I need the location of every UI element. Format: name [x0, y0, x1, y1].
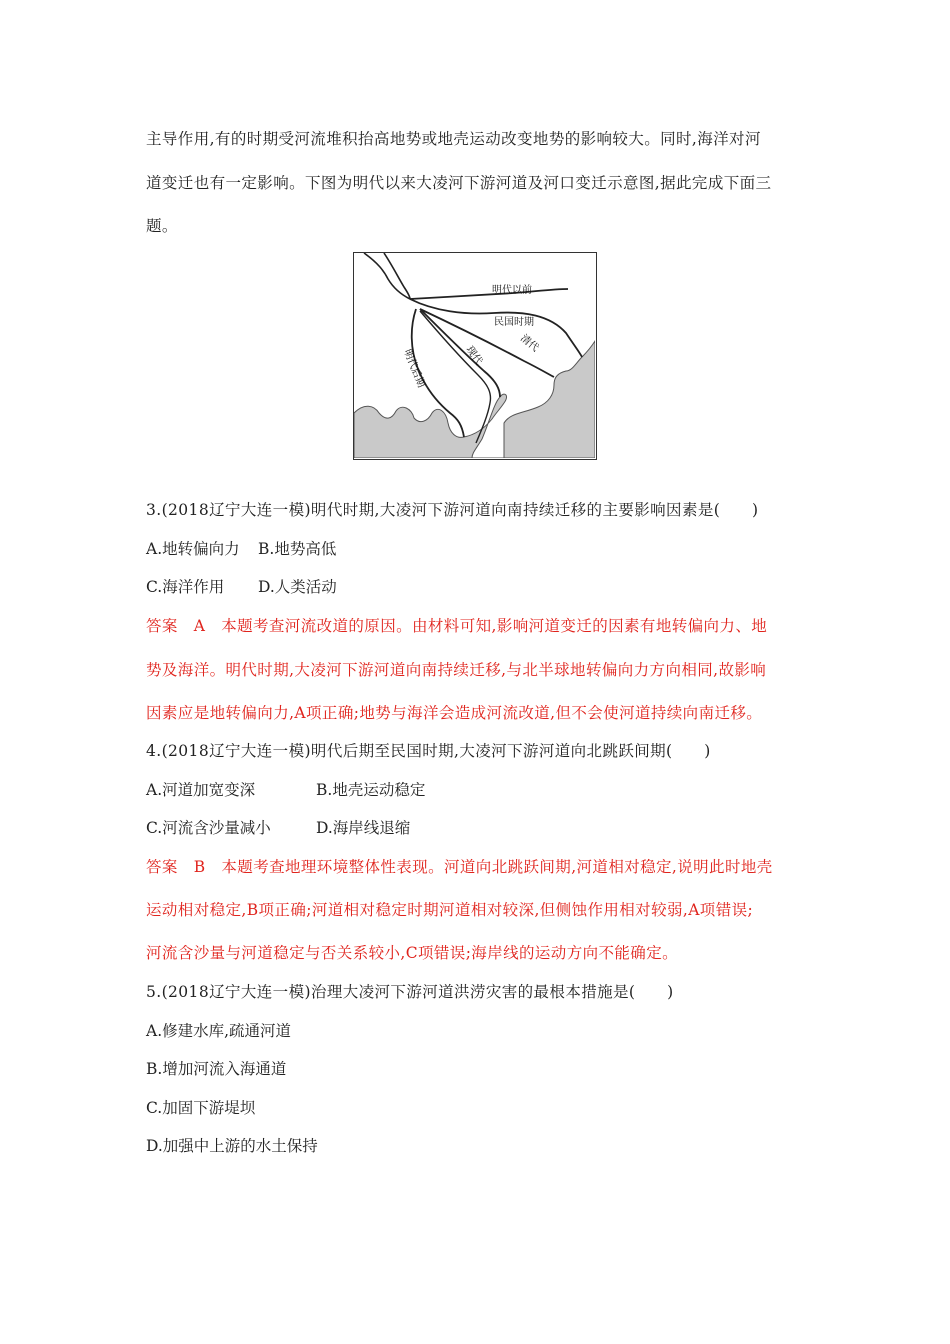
q3-stem: 3.(2018辽宁大连一模)明代时期,大凌河下游河道向南持续迁移的主要影响因素是( )	[146, 501, 759, 519]
q4-option-b: B.地壳运动稳定	[316, 781, 426, 799]
q5-stem: 5.(2018辽宁大连一模)治理大凌河下游河道洪涝灾害的最根本措施是( )	[146, 983, 674, 1001]
q4-answer-line-1: 答案 B 本题考查地理环境整体性表现。河道向北跳跃间期,河道相对稳定,说明此时地壳	[146, 858, 773, 876]
q5-option-d: D.加强中上游的水土保持	[146, 1137, 318, 1155]
q3-answer-line-1: 答案 A 本题考查河流改道的原因。由材料可知,影响河道变迁的因素有地转偏向力、地	[146, 617, 768, 635]
q4-answer-line-3: 河流含沙量与河道稳定与否关系较小,C项错误;海岸线的运动方向不能确定。	[146, 944, 679, 962]
label-ming-before: 明代以前	[492, 285, 532, 296]
q3-answer-line-2: 势及海洋。明代时期,大凌河下游河道向南持续迁移,与北半球地转偏向力方向相同,故影响	[146, 661, 767, 679]
upper-river	[364, 253, 410, 299]
q3-option-c: C.海洋作用	[146, 578, 225, 596]
q5-option-c: C.加固下游堤坝	[146, 1099, 256, 1117]
channel-minguo	[410, 299, 582, 357]
channel-ming-before	[410, 289, 568, 299]
intro-line-1: 主导作用,有的时期受河流堆积抬高地势或地壳运动改变地势的影响较大。同时,海洋对河	[146, 130, 761, 148]
q3-option-a: A.地转偏向力	[146, 540, 240, 558]
river-map-figure	[353, 252, 597, 460]
label-modern: 现代	[463, 344, 485, 368]
label-ming-late: 明代后期	[401, 348, 427, 390]
q5-option-b: B.增加河流入海通道	[146, 1060, 287, 1078]
q3-option-b: B.地势高低	[258, 540, 337, 558]
q3-option-d: D.人类活动	[258, 578, 337, 596]
intro-line-2: 道变迁也有一定影响。下图为明代以来大凌河下游河道及河口变迁示意图,据此完成下面三	[146, 174, 772, 192]
q4-answer-line-2: 运动相对稳定,B项正确;河道相对稳定时期河道相对较深,但侧蚀作用相对较弱,A项错误;	[146, 901, 754, 919]
river-map-svg	[354, 253, 595, 458]
label-qing: 清代	[518, 332, 541, 355]
q4-option-a: A.河道加宽变深	[146, 781, 256, 799]
upper-river-branch	[384, 253, 410, 299]
q5-option-a: A.修建水库,疏通河道	[146, 1022, 292, 1040]
q4-stem: 4.(2018辽宁大连一模)明代后期至民国时期,大凌河下游河道向北跳跃间期( )	[146, 742, 711, 760]
intro-line-3: 题。	[146, 217, 178, 235]
q4-option-d: D.海岸线退缩	[316, 819, 411, 837]
channel-modern	[420, 309, 500, 397]
label-minguo: 民国时期	[494, 317, 534, 328]
q3-answer-line-3: 因素应是地转偏向力,A项正确;地势与海洋会造成河流改道,但不会使河道持续向南迁移。	[146, 704, 763, 722]
q4-option-c: C.河流含沙量减小	[146, 819, 271, 837]
